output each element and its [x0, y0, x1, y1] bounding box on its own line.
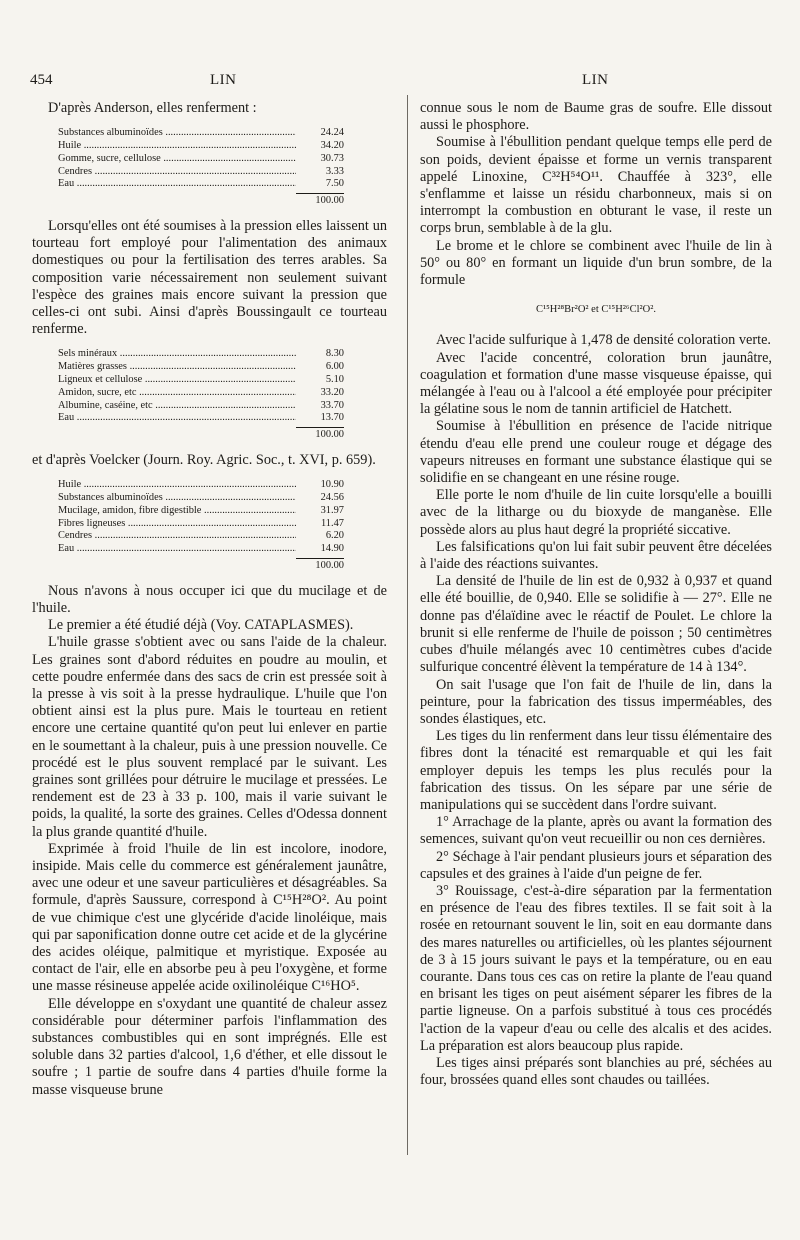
table-row [58, 505, 344, 518]
paragraph: Avec l'acide concentré, coloration brun jaunâtre, coagulation et formation d'une masse visqueuse épaisse, qui mélangée à l'eau ou à l'alcool a été employée pour précipiter la gélatine sous le nom de tannin artificiel de Hatchett. [420, 349, 772, 418]
table-row [58, 166, 344, 179]
paragraph: Le brome et le chlore se combinent avec l'huile de lin à 50° ou 80° en formant un liquide d'un brun sombre, de la formule [420, 237, 772, 289]
table-row [58, 153, 344, 166]
row-label: Gomme, sucre, cellulose ..... [58, 153, 296, 166]
paragraph: 3° Rouissage, c'est-à-dire séparation par la fermentation en présence de l'eau des fibres textiles. Il se fait soit à la rosée en retournant souvent le lin, soit en eau dormante dans des mares naturelles ou artificielles, où les plantes séjournent de 3 à 15 jours suivant le pays et la température, ou en eau courante. Dans tous ces cas on retire la plante de l'eau quand en brisant les tiges on peut aisément séparer les fibres de la partie ligneuse. On a parfois substitué à tous ces procédés l'action de la vapeur d'eau ou celle des alcalis et des acides. La préparation est alors beaucoup plus rapide. [420, 882, 772, 1054]
row-label: Huile ..... [58, 479, 296, 492]
row-value: 8.30 [325, 348, 344, 360]
row-value: 34.20 [320, 140, 344, 151]
row-value: 6.00 [325, 361, 344, 373]
paragraph: Les falsifications qu'on lui fait subir peuvent être décelées à l'aide des réactions suivantes. [420, 538, 772, 573]
paragraph: 1° Arrachage de la plante, après ou avant la formation des semences, suivant qu'on veut recueillir ou non ces dernières. [420, 814, 772, 848]
table-row [58, 348, 344, 361]
row-value: 6.20 [325, 530, 344, 542]
table-row [58, 492, 344, 505]
row-value: 11.47 [321, 517, 344, 529]
running-title-left: LIN [210, 72, 237, 88]
composition-table-anderson [58, 127, 344, 208]
row-value: 33.70 [320, 399, 344, 411]
paragraph: Lorsqu'elles ont été soumises à la pression elles laissent un tourteau fort employé pour l'alimentation des animaux domestiques ou pour la fertilisation des terres arables. Sa composition varie nécessairement non seulement suivant l'espèce des graines mais encore suivant la pression que celles-ci ont subi. Ainsi d'après Boussingault ce tourteau renferme. [32, 217, 387, 338]
table-row [58, 530, 344, 543]
chemical-formula: C¹⁵H²⁸Br²O² et C¹⁵H²⁶Cl²O². [535, 304, 657, 316]
paragraph: et d'après Voelcker (Journ. Roy. Agric. Soc., t. XVI, p. 659). [32, 451, 376, 468]
row-value: 33.20 [320, 386, 344, 398]
paragraph: La densité de l'huile de lin est de 0,932 à 0,937 et quand elle été bouillie, de 0,940. Elle se solidifie à — 27°. Elle ne donne pas d'élaïdine avec le réactif de Poulet. Le chlore la brunit si elle renferme de l'huile de poisson ; 50 centimètres cubes d'huile mélangés avec 10 centimètres cubes d'acide sulfurique concentré élèvent la température de 14 à 134°. [420, 573, 772, 676]
total-value: 100.00 [296, 193, 344, 208]
row-value: 14.90 [320, 543, 344, 555]
composition-table-voelcker [58, 479, 344, 573]
paragraph: Soumise à l'ébullition en présence de l'acide nitrique étendu d'eau elle prend une couleur rouge et dégage des vapeurs nitreuses en formant une substance élastique qui se solidifie en se changeant en une résine rouge. [420, 418, 772, 487]
table-row [58, 140, 344, 153]
column-divider [407, 95, 408, 1155]
table-total [58, 427, 344, 442]
paragraph: Soumise à l'ébullition pendant quelque temps elle perd de son poids, devient épaisse et forme un vernis transparent appelé Linoxine, C³²H⁵⁴O¹¹. Chauffée à 323°, elle s'enflamme et laisse un résidu charbonneux, mais si on interrompt la combustion en obturant le vase, il reste un corps brun, semblable à de la glu. [420, 134, 772, 237]
table-row [58, 479, 344, 492]
paragraph: Elle développe en s'oxydant une quantité de chaleur assez considérable pour déterminer parfois l'inflammation des substances combustibles qui en sont imprégnés. Elle est soluble dans 32 parties d'alcool, 1,6 d'éther, et elle dissout le soufre ; 1 partie de soufre dans 4 parties d'huile forme la masse visqueuse brune [32, 995, 387, 1098]
table-total [58, 193, 344, 208]
table-row [58, 543, 344, 556]
row-label: Ligneux et cellulose ..... [58, 374, 296, 387]
row-value: 10.90 [320, 479, 344, 491]
row-value: 5.10 [325, 374, 344, 385]
running-header [30, 72, 775, 92]
total-value: 100.00 [296, 427, 344, 442]
row-value: 24.24 [320, 127, 344, 139]
row-label: Amidon, sucre, etc ..... [58, 387, 296, 400]
paragraph: Exprimée à froid l'huile de lin est incolore, inodore, insipide. Mais celle du commerce est généralement jaunâtre, avec une odeur et une saveur particulières et désagréables. Sa formule, d'après Saussure, correspond à C¹⁵H²⁸O². Au point de vue chimique c'est une glycéride d'acide linoléique, mais qui par saponification donne outre cet acide et de la glycérine des acides oléique, palmitique et myristique. Exposée au contact de l'air, elle en absorbe peu à peu l'oxygène, et forme une masse résineuse appelée acide oxilinoléique C¹⁶HO⁵. [32, 840, 387, 995]
page-number: 454 [30, 72, 53, 88]
row-label: Cendres ..... [58, 166, 296, 179]
table-row [58, 387, 344, 400]
table-row [58, 178, 344, 191]
row-label: Matières grasses ..... [58, 361, 296, 374]
intro-paragraph: D'après Anderson, elles renferment : [48, 100, 257, 116]
row-value: 3.33 [325, 165, 344, 177]
paragraph: Nous n'avons à nous occuper ici que du mucilage et de l'huile. [32, 582, 387, 616]
row-value: 13.70 [320, 412, 344, 424]
row-label: Fibres ligneuses ..... [58, 518, 296, 531]
table-total [58, 558, 344, 573]
paragraph: Le premier a été étudié déjà (Voy. CATAPLASMES). [48, 617, 354, 634]
table-row [58, 400, 344, 413]
total-value: 100.00 [296, 558, 344, 573]
row-label: Eau ..... [58, 543, 296, 556]
row-label: Eau ..... [58, 178, 296, 191]
table-row [58, 127, 344, 140]
row-label: Mucilage, amidon, fibre digestible ..... [58, 505, 296, 518]
row-label: Sels minéraux ..... [58, 348, 296, 361]
row-value: 31.97 [320, 504, 344, 516]
table-row [58, 412, 344, 425]
table-row [58, 374, 344, 387]
table-row [58, 361, 344, 374]
left-column [32, 100, 387, 1099]
running-title-right: LIN [582, 72, 609, 88]
row-label: Cendres ..... [58, 530, 296, 543]
paragraph: On sait l'usage que l'on fait de l'huile de lin, dans la peinture, pour la fabrication des tissus imperméables, des sondes élastiques, etc. [420, 676, 772, 727]
paragraph: L'huile grasse s'obtient avec ou sans l'aide de la chaleur. Les graines sont d'abord réduites en poudre au moulin, et cette poudre enfermée dans des sacs de crin est pressée soit à la presse à vis soit à la presse hydraulique. L'huile que l'on obtient ainsi est la plus pure. Mais le tourteau en retient encore une certaine quantité qu'on peut lui enlever en partie en le soumettant à la chaleur, puis à une pression nouvelle. Ce procédé est le plus souvent remplacé par le suivant. Les graines sont grillées pour détruire le mucilage et pressées. Le rendement est de 23 à 33 p. 100, mais il varie suivant le poids, la qualité, la sorte des graines. Celles d'Odessa donnent la plus grande quantité d'huile. [32, 634, 387, 840]
paragraph: Elle porte le nom d'huile de lin cuite lorsqu'elle a bouilli avec de la litharge ou du bioxyde de manganèse. Elle possède alors au plus haut degré la propriété siccative. [420, 487, 772, 538]
paragraph: Les tiges du lin renferment dans leur tissu élémentaire des fibres dont la ténacité est remarquable et qui les fait employer depuis les temps les plus reculés pour la fabrication des tissus. On les sépare par une série de manipulations qui se succèdent dans l'ordre suivant. [420, 728, 772, 813]
paragraph: Les tiges ainsi préparés sont blanchies au pré, séchées au four, brossées quand elles sont chaudes ou taillées. [420, 1054, 772, 1089]
right-column [420, 100, 772, 1089]
row-value: 24.56 [320, 491, 344, 503]
row-label: Substances albuminoïdes ..... [58, 492, 296, 505]
row-value: 30.73 [320, 152, 344, 164]
row-label: Albumine, caséine, etc ..... [58, 400, 296, 413]
paragraph: connue sous le nom de Baume gras de soufre. Elle dissout aussi le phosphore. [420, 100, 772, 134]
row-label: Huile ..... [58, 140, 296, 153]
row-value: 7.50 [325, 178, 344, 190]
row-label: Eau ..... [58, 412, 296, 425]
paragraph: 2° Séchage à l'air pendant plusieurs jours et séparation des capsules et des graines à l'aide d'un peigne de fer. [420, 848, 772, 882]
row-label: Substances albuminoïdes ..... [58, 127, 296, 140]
composition-table-boussingault [58, 348, 344, 442]
table-row [58, 518, 344, 531]
paragraph: Avec l'acide sulfurique à 1,478 de densité coloration verte. [436, 332, 771, 349]
